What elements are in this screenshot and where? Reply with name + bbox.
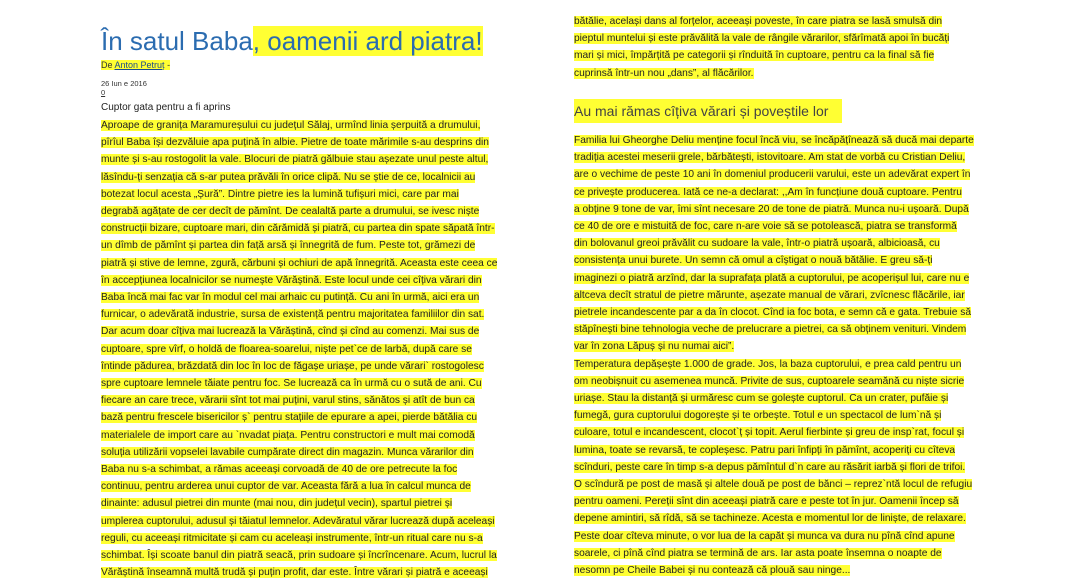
body-text-line [574, 201, 969, 218]
body-text: var în zona Lăpuș și nu numai aici”. [574, 341, 735, 353]
body-text: om neobișnuit cu asemenea muncă. Privite de sus, cuptoarele seamănă cu niște sicrie [574, 375, 965, 387]
article-title [101, 22, 483, 60]
body-text-line [574, 13, 942, 30]
body-text-line [574, 476, 972, 493]
body-text-line [101, 358, 484, 375]
body-text: cuptoare, spre vîrf, o holdă de floarea-soarelui, niște pet`ce de larbă, după care se [101, 343, 472, 355]
body-text: un dîmb de pămînt și partea din față arsă și înnegrită de fum. Peste tot, grămezi de [101, 240, 476, 252]
article-title-plain: În satul Baba [101, 26, 253, 56]
body-text-line [101, 461, 457, 478]
body-text: fiecare an care trece, vărarii sînt tot mai puțini, varul stins, sănătos și atît de bun ca [101, 395, 475, 407]
body-text-line [101, 513, 495, 530]
body-text: nesomn pe Cheile Babei și nu contează că plouă sau ninge... [574, 565, 851, 576]
body-text-line [574, 218, 957, 235]
body-text: culoare, totul e incandescent, clocot`ț și topit. Aerul fierbinte și greu de insp`rat, focul și [574, 427, 965, 439]
body-text: Baba încă mai fac var în modul cel mai arhaic cu putință. Cu ani în urmă, aici era un [101, 292, 480, 303]
body-text-line [101, 444, 474, 461]
author-link[interactable]: Anton Petruț [114, 60, 165, 70]
body-text-line [574, 252, 932, 269]
body-text: întinde pădurea, brăzdată din loc în loc de făgașe uriașe, pe unde vărari` rostogolesc [101, 360, 484, 372]
body-text: are o vechime de peste 10 ani în domeniul producerii varului, este un adevărat expert în [574, 169, 971, 181]
body-text-line [574, 287, 965, 304]
body-text-line [574, 562, 850, 579]
body-text: umplerea cuptorului, adusul și tăiatul lemnelor. Adevăratul vărar lucrează după aceleași [101, 515, 495, 527]
body-text: Peste doar cîteva minute, o vor lua de la capăt și munca va dura nu pînă cînd apune [574, 530, 955, 542]
body-text: degrabă agățate de cer decît de pămînt. De cealaltă parte a drumului, se ivesc niște [101, 206, 480, 217]
body-text: a obține 9 tone de var, îmi sînt necesare 20 de tone de piatră. Munca nu-i ușoară. După [574, 203, 969, 215]
body-text-line [101, 478, 471, 495]
body-text-line [101, 203, 479, 220]
body-text-line [101, 272, 482, 289]
body-text: bază pentru frescele bisericilor ș` pentru stațiile de epurare a apei, pierde bătălia cu [101, 412, 478, 424]
body-text: scînduri, peste care în timp s-a depus pămîntul d`n care au răsărit iarbă și flori de trifoi. [574, 461, 966, 473]
body-text-line [101, 306, 484, 323]
body-text-line [101, 427, 475, 444]
body-text-line [101, 375, 482, 392]
body-text-line [101, 134, 489, 151]
body-text-line [101, 117, 480, 134]
body-text-line [574, 356, 961, 373]
body-text: Dar acum doar cîțiva mai lucrează la Vărăștină, cînd și cînd au comenzi. Mai sus de [101, 326, 480, 338]
body-text: consistența unui burete. Un semn că omul a cîștigat o nouă bătălie. E greu să-ți [574, 255, 933, 267]
body-text: Vărăștină înseamnă multă trudă și puțin profit, dar este. Între vărari și piatră e aceeași [101, 567, 488, 579]
image-caption: Cuptor gata pentru a fi aprins [101, 102, 231, 113]
body-text: Familia lui Gheorghe Deliu menține focul încă viu, se încăpățînează să ducă mai departe [574, 135, 974, 146]
body-text-line [574, 149, 965, 166]
body-text: Temperatura depășește 1.000 de grade. Jos, la baza cuptorului, e prea cald pentru un [574, 358, 962, 370]
body-text: O scîndură pe post de masă și altele două pe post de bănci – reprez`ntă locul de refugiu [574, 479, 973, 490]
body-text: munte și s-au rostogolit la vale. Blocuri de piatră gălbuie stau așezate unul peste altul, [101, 154, 489, 166]
body-text-line [101, 289, 479, 306]
body-text-line [101, 169, 475, 186]
body-text: pietrele incandescente par a da în clocot. Cînd ia foc bota, e semn că e gata. Trebuie să [574, 307, 971, 318]
body-text: continuu, pentru arderea unui cuptor de var. Aceasta fără a lua în calcul munca de [101, 481, 471, 493]
body-text-line [101, 341, 472, 358]
body-text-line [101, 564, 488, 581]
body-text-line [574, 493, 959, 510]
body-text: tradiția acestei meserii grele, bărbătești, istovitoare. Am stat de vorbă cu Cristian Deliu, [574, 152, 966, 164]
body-text: pieptul muntelui și este prăvălită la vale de rângile vărarilor, sfărîmată apoi în bucăți [574, 33, 950, 45]
article-title-highlighted: , oamenii ard piatra! [252, 26, 483, 56]
body-text: pîrîul Baba își dezvăluie apa puțină în albie. Pietre de toate mărimile s-au desprins din [101, 137, 489, 149]
body-text: dinainte: adusul pietrei din munte (mai nou, din județul vecin), spartul pietrei și [101, 498, 453, 510]
body-text: reguli, cu aceeași ritmicitate și cam cu aceleași instrumente, într-un ritual care nu s-a [101, 532, 483, 544]
body-text-line [574, 338, 734, 355]
body-text-line [574, 510, 966, 527]
body-text: Aproape de granița Maramureșului cu județul Sălaj, urmînd linia șerpuită a drumului, [101, 120, 481, 131]
section-subheading: Au mai rămas cîțiva vărari și poveștile lor [574, 99, 842, 123]
body-text: fumegă, gura cuptorului dogorește și te orbește. Totul e un spectacol de lum`nă și [574, 410, 942, 422]
body-text-line [101, 323, 479, 340]
body-text-line [574, 47, 934, 64]
body-text-line [101, 547, 497, 564]
byline-suffix: - [164, 60, 171, 70]
body-text-line [574, 321, 966, 338]
body-text-line [101, 409, 477, 426]
body-text-line [574, 166, 970, 183]
body-text-line [574, 235, 940, 252]
body-text-line [574, 30, 949, 47]
body-text-line [101, 495, 452, 512]
body-text: soarele, ci pînă cînd piatra se termină de ars. Iar asta poate însemna o noapte de [574, 547, 942, 559]
body-text-line [101, 220, 495, 237]
body-text: piatră și stive de lemne, zgură, cărbuni și ochiuri de apă înnegrită. Aceasta este ceea ce [101, 257, 498, 269]
body-text: ce privește producerea. Iată ce ne-a declarat: ,,Am în funcțiune două cuptoare. Pentru [574, 186, 962, 198]
body-text-line [101, 530, 483, 547]
body-text-line [574, 459, 965, 476]
body-text-line [574, 424, 964, 441]
body-text: Baba nu s-a schimbat, a rămas aceeași corvoadă de 40 de ore petrecute la foc [101, 464, 458, 475]
body-text: lumina, toate se revarsă, te copleșesc. Patru pari înfipți în pămînt, acoperiți cu cîteva [574, 444, 956, 456]
body-text-line [101, 186, 459, 203]
body-text: materialele de import care au `nvadat piața. Pentru constructori e mult mai comodă [101, 429, 475, 441]
body-text-line [574, 390, 948, 407]
publish-date: 26 Iun e 2016 [101, 79, 147, 88]
body-text: botezat locul acesta „Șură”. Dintre pietre ies la lumină tufișuri mici, care par mai [101, 188, 459, 200]
body-text-line [574, 373, 964, 390]
body-text: bătălie, același dans al forțelor, aceeași poveste, în care piatra se lasă smulsă din [574, 16, 943, 27]
body-text: din bolovanul greoi prăvălit cu sudoare la vale, într-o piatră ușoară, albicioasă, cu [574, 238, 940, 250]
body-text: lăsîndu-ți senzația că s-ar putea prăvăli în orice clipă. Nu se știe de ce, localnicii au [101, 171, 476, 183]
body-text-line [574, 407, 941, 424]
body-text-line [574, 442, 955, 459]
body-text: imaginezi o piatră arzînd, dar la suprafața plată a cuptorului, pe acoperișul lui, care nu e [574, 272, 970, 284]
byline [101, 60, 170, 71]
body-text: stăpînești bine tehnologia veche de prelucrare a pietrei, ca să obținem venituri. Vindem [574, 324, 967, 336]
body-text: ce 40 de ore e mistuită de foc, care n-are voie să se potolească, piatra se transformă [574, 221, 957, 232]
comments-count-link[interactable]: 0 [101, 88, 106, 97]
body-text: construcții bizare, cuptoare mari, din cărămidă și piatră, cu partea din spate săpată într- [101, 223, 495, 235]
body-text: pentru oameni. Pereții sînt din aceeași piatră care e peste tot în jur. Oamenii încep să [574, 496, 959, 508]
body-text-line [101, 237, 475, 254]
byline-prefix: De [101, 60, 115, 70]
body-text: uriașe. Stau la distanță și urmăresc cum se golește cuptorul. Ca un crater, pufăie și [574, 393, 949, 404]
body-text-line [574, 545, 942, 562]
body-text-line [574, 304, 971, 321]
body-text-line [574, 132, 974, 149]
body-text: mari și mici, împărțită pe categorii și rînduită în cuptoare, pentru ca la final să fie [574, 50, 935, 62]
body-text-line [574, 270, 969, 287]
body-text: altceva decît stratul de pietre mărunte, așezate manual de vărari, zvîcnesc flăcările, iar [574, 289, 965, 301]
body-text: în accepțiunea localnicilor se numește Vărăștină. Este locul unde cei cîțiva vărari din [101, 274, 482, 286]
body-text: cuprinsă într-un nou „dans”, al flăcărilor. [574, 67, 754, 79]
body-text: spre cuptoare lemnele tăiate pentru foc. Se lucrează ca în urmă cu o sută de ani. Cu [101, 378, 482, 389]
body-text: furnicar, o adevărată industrie, sursa de existență pentru majoritatea familiilor din sat. [101, 309, 485, 321]
body-text: depene amintiri, să rîdă, să se tachineze. Acesta e momentul lor de liniște, de relaxare. [574, 513, 966, 525]
body-text-line [574, 65, 754, 82]
body-text-line [101, 255, 497, 272]
body-text-line [574, 528, 955, 545]
body-text-line [574, 184, 962, 201]
body-text-line [101, 151, 488, 168]
body-text: schimbat. Își scoate banul din piatră seacă, prin sudoare și încrîncenare. Acum, lucrul la [101, 550, 497, 561]
body-text: soluția utilizării vopselei lavabile cumpărate direct din magazin. Munca vărarilor din [101, 446, 474, 458]
body-text-line [101, 392, 475, 409]
